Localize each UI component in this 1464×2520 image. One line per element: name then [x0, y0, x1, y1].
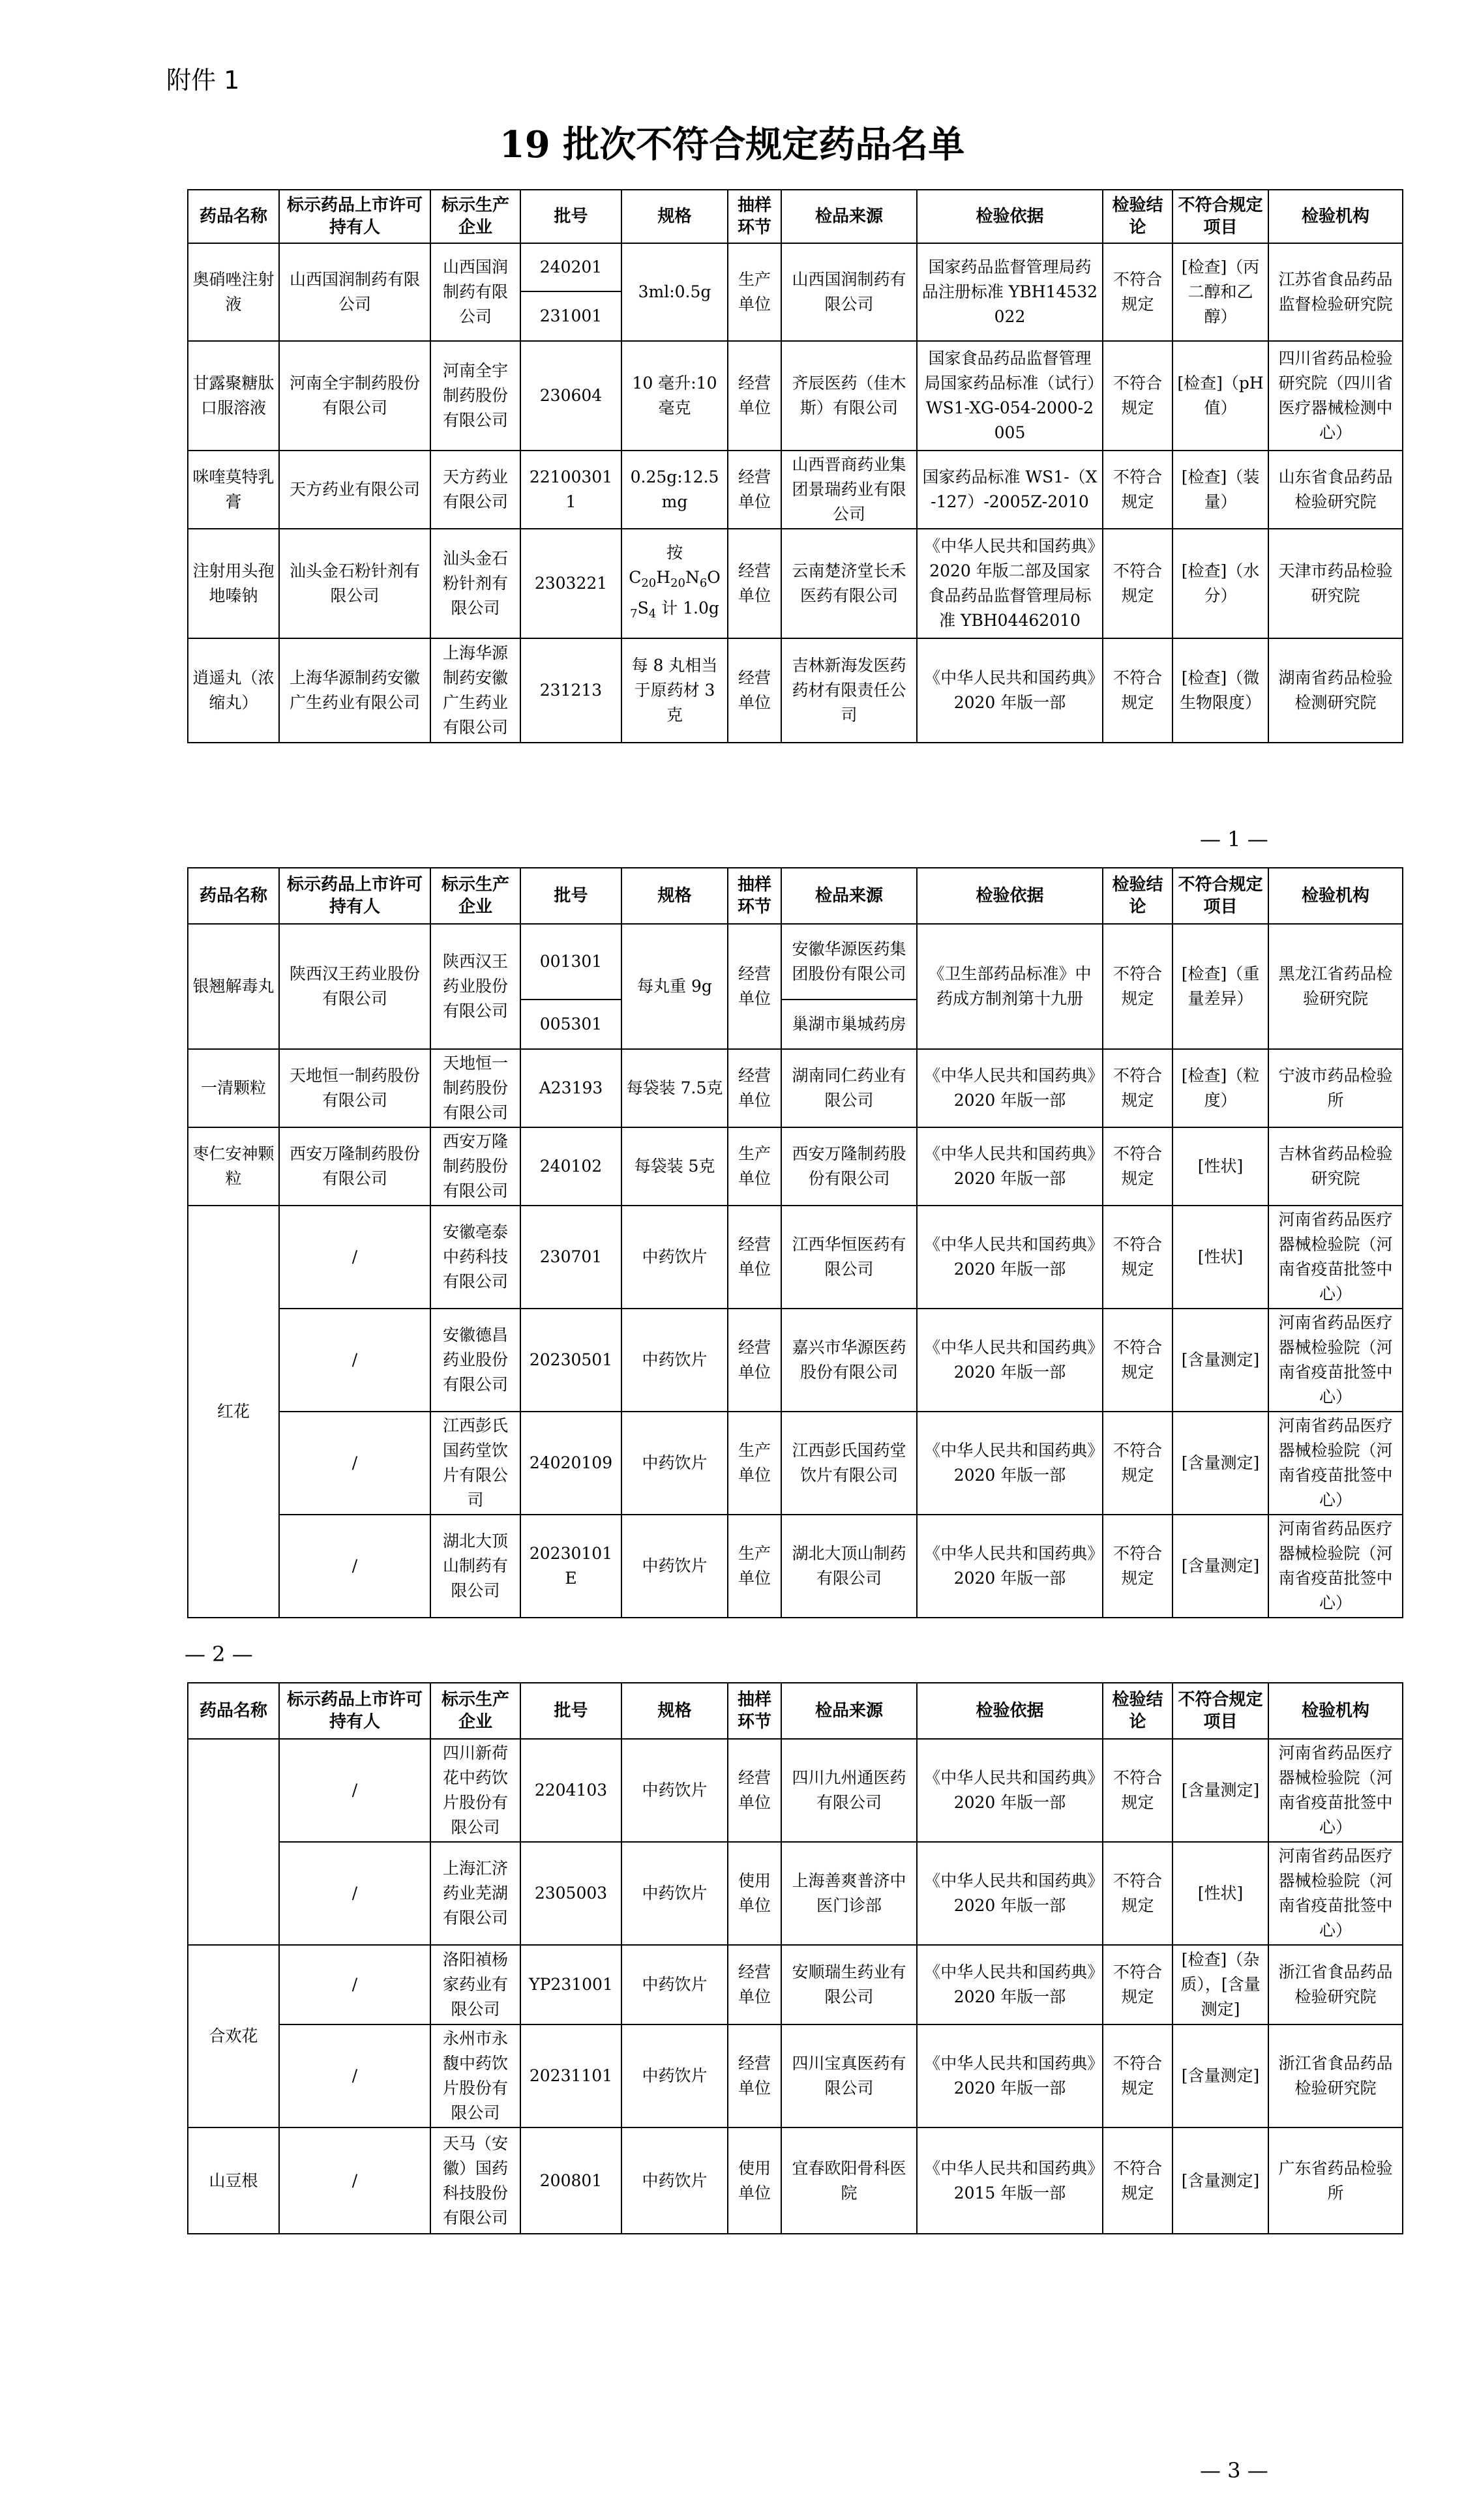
sampling-link: 使用单位: [728, 1842, 781, 1945]
batch: 230604: [520, 341, 621, 451]
maker: 西安万隆制药股份有限公司: [430, 1127, 520, 1206]
source: 湖北大顶山制药有限公司: [781, 1515, 917, 1618]
holder: 天地恒一制药股份有限公司: [279, 1049, 430, 1127]
spec: 10 毫升:10毫克: [621, 341, 728, 451]
attachment-label: 附件 1: [166, 66, 240, 95]
holder: /: [279, 1309, 430, 1412]
header-cell: 标示生产企业: [430, 190, 520, 243]
table-row: [188, 2127, 1403, 2234]
source: 山西国润制药有限公司: [781, 243, 917, 341]
chemical-formula: $C_{20}H_{20}N_6O_7S_4$: [629, 568, 721, 621]
failed-item: [性状]: [1173, 1206, 1268, 1309]
spec: 3ml:0.5g: [621, 243, 728, 341]
table-row: [188, 1515, 1403, 1618]
lab: 广东省药品检验所: [1268, 2127, 1403, 2234]
spec: 0.25g:12.5 mg: [621, 451, 728, 529]
table-header-row: [188, 1683, 1403, 1739]
spec: 中药饮片: [621, 1739, 728, 1842]
failed-item: [性状]: [1173, 1127, 1268, 1206]
failed-item: [含量测定]: [1173, 1515, 1268, 1618]
batch: 221003011: [520, 451, 621, 529]
drug-name: 逍遥丸（浓缩丸）: [188, 638, 279, 743]
lab: 江苏省食品药品监督检验研究院: [1268, 243, 1403, 341]
sampling-link: 经营单位: [728, 638, 781, 743]
drug-name: 奥硝唑注射液: [188, 243, 279, 341]
lab: 河南省药品医疗器械检验院（河南省疫苗批签中心）: [1268, 1309, 1403, 1412]
holder: /: [279, 1739, 430, 1842]
maker: 天方药业有限公司: [430, 451, 520, 529]
maker: 安徽德昌药业股份有限公司: [430, 1309, 520, 1412]
header-cell: 检验机构: [1268, 190, 1403, 243]
table-row: [188, 2024, 1403, 2127]
basis: 《中华人民共和国药典》2020 年版一部: [917, 1842, 1103, 1945]
spec: 每袋装 5克: [621, 1127, 728, 1206]
header-cell: 抽样环节: [728, 868, 781, 924]
conclusion: 不符合规定: [1103, 2024, 1173, 2127]
failed-item: [检查]（重量差异）: [1173, 924, 1268, 1049]
drug-name: 甘露聚糖肽口服溶液: [188, 341, 279, 451]
sampling-link: 经营单位: [728, 1945, 781, 2024]
basis: 国家药品标准 WS1-（X-127）-2005Z-2010: [917, 451, 1103, 529]
source: 齐辰医药（佳木斯）有限公司: [781, 341, 917, 451]
sampling-link: 经营单位: [728, 924, 781, 1049]
holder: 陕西汉王药业股份有限公司: [279, 924, 430, 1049]
sampling-link: 经营单位: [728, 1739, 781, 1842]
maker: 上海华源制药安徽广生药业有限公司: [430, 638, 520, 743]
conclusion: 不符合规定: [1103, 1842, 1173, 1945]
header-cell: 检品来源: [781, 1683, 917, 1739]
basis: 《卫生部药品标准》中药成方制剂第十九册: [917, 924, 1103, 1049]
conclusion: 不符合规定: [1103, 2127, 1173, 2234]
sampling-link: 经营单位: [728, 1309, 781, 1412]
lab: 浙江省食品药品检验研究院: [1268, 1945, 1403, 2024]
header-cell: 标示药品上市许可持有人: [279, 190, 430, 243]
lab: 河南省药品医疗器械检验院（河南省疫苗批签中心）: [1268, 1412, 1403, 1515]
drug-name: 银翘解毒丸: [188, 924, 279, 1049]
conclusion: 不符合规定: [1103, 1127, 1173, 1206]
conclusion: 不符合规定: [1103, 1739, 1173, 1842]
lab: 河南省药品医疗器械检验院（河南省疫苗批签中心）: [1268, 1515, 1403, 1618]
sampling-link: 经营单位: [728, 341, 781, 451]
drug-name: 一清颗粒: [188, 1049, 279, 1127]
drug-name: 合欢花: [188, 1945, 279, 2127]
header-cell: 药品名称: [188, 190, 279, 243]
table-row: [188, 529, 1403, 638]
basis: 国家药品监督管理局药品注册标准 YBH14532022: [917, 243, 1103, 341]
sampling-link: 生产单位: [728, 243, 781, 341]
maker: 山西国润制药有限公司: [430, 243, 520, 341]
drug-table-2: [187, 867, 1403, 1618]
header-cell: 检验结论: [1103, 868, 1173, 924]
holder: 西安万隆制药股份有限公司: [279, 1127, 430, 1206]
spec: 中药饮片: [621, 1309, 728, 1412]
failed-item: [含量测定]: [1173, 1739, 1268, 1842]
lab: 宁波市药品检验所: [1268, 1049, 1403, 1127]
page-number: — 1 —: [1200, 827, 1268, 852]
basis: 《中华人民共和国药典》2020 年版一部: [917, 1309, 1103, 1412]
batch: 230701: [520, 1206, 621, 1309]
failed-item: [检查]（pH值）: [1173, 341, 1268, 451]
conclusion: 不符合规定: [1103, 924, 1173, 1049]
table-row: [188, 1206, 1403, 1309]
maker: 陕西汉王药业股份有限公司: [430, 924, 520, 1049]
spec-prefix: 按: [666, 543, 683, 562]
header-cell: 检验机构: [1268, 1683, 1403, 1739]
drug-name: 注射用头孢地嗪钠: [188, 529, 279, 638]
maker: 湖北大顶山制药有限公司: [430, 1515, 520, 1618]
table-row: [188, 1842, 1403, 1945]
spec: 中药饮片: [621, 1842, 728, 1945]
table-row: [188, 451, 1403, 529]
header-cell: 检验依据: [917, 1683, 1103, 1739]
lab: 四川省药品检验研究院（四川省医疗器械检测中心）: [1268, 341, 1403, 451]
maker: 天马（安徽）国药科技股份有限公司: [430, 2127, 520, 2234]
header-cell: 规格: [621, 868, 728, 924]
drug-name-continued: [188, 1739, 279, 1945]
batch: 240102: [520, 1127, 621, 1206]
source: 吉林新海发医药药材有限责任公司: [781, 638, 917, 743]
header-cell: 抽样环节: [728, 190, 781, 243]
table-row: [188, 1412, 1403, 1515]
page-title: 19 批次不符合规定药品名单: [499, 123, 965, 166]
holder: /: [279, 1412, 430, 1515]
spec: 中药饮片: [621, 1412, 728, 1515]
header-cell: 药品名称: [188, 868, 279, 924]
source: 上海善爽普济中医门诊部: [781, 1842, 917, 1945]
drug-table-3: [187, 1682, 1403, 2234]
batch: 005301: [520, 1000, 621, 1049]
sampling-link: 经营单位: [728, 2024, 781, 2127]
conclusion: 不符合规定: [1103, 1309, 1173, 1412]
source: 宜春欧阳骨科医院: [781, 2127, 917, 2234]
basis: 《中华人民共和国药典》2020 年版一部: [917, 1206, 1103, 1309]
holder: /: [279, 1515, 430, 1618]
failed-item: [性状]: [1173, 1842, 1268, 1945]
lab: 河南省药品医疗器械检验院（河南省疫苗批签中心）: [1268, 1739, 1403, 1842]
drug-name: 山豆根: [188, 2127, 279, 2234]
source: 安顺瑞生药业有限公司: [781, 1945, 917, 2024]
table-row: [188, 1309, 1403, 1412]
conclusion: 不符合规定: [1103, 1206, 1173, 1309]
spec: 中药饮片: [621, 1945, 728, 2024]
lab: 河南省药品医疗器械检验院（河南省疫苗批签中心）: [1268, 1842, 1403, 1945]
source: 四川九州通医药有限公司: [781, 1739, 917, 1842]
header-cell: 规格: [621, 190, 728, 243]
table-row: [188, 1127, 1403, 1206]
source: 嘉兴市华源医药股份有限公司: [781, 1309, 917, 1412]
failed-item: [检查]（杂质），[含量测定]: [1173, 1945, 1268, 2024]
table-header-row: [188, 190, 1403, 243]
header-cell: 标示药品上市许可持有人: [279, 1683, 430, 1739]
table-row: [188, 924, 1403, 1000]
holder: 天方药业有限公司: [279, 451, 430, 529]
source: 巢湖市巢城药房: [781, 1000, 917, 1049]
failed-item: [含量测定]: [1173, 2127, 1268, 2234]
source: 山西晋商药业集团景瑞药业有限公司: [781, 451, 917, 529]
header-cell: 规格: [621, 1683, 728, 1739]
lab: 黑龙江省药品检验研究院: [1268, 924, 1403, 1049]
drug-name: 咪喹莫特乳膏: [188, 451, 279, 529]
basis: 《中华人民共和国药典》2020 年版一部: [917, 1412, 1103, 1515]
sampling-link: 经营单位: [728, 529, 781, 638]
basis: 国家食品药品监督管理局国家药品标准（试行）WS1-XG-054-2000-2005: [917, 341, 1103, 451]
failed-item: [检查]（粒度）: [1173, 1049, 1268, 1127]
table-row: [188, 243, 1403, 291]
conclusion: 不符合规定: [1103, 1945, 1173, 2024]
holder: /: [279, 1206, 430, 1309]
spec: 中药饮片: [621, 2127, 728, 2234]
maker: 江西彭氏国药堂饮片有限公司: [430, 1412, 520, 1515]
maker: 四川新荷花中药饮片股份有限公司: [430, 1739, 520, 1842]
conclusion: 不符合规定: [1103, 638, 1173, 743]
header-cell: 标示生产企业: [430, 1683, 520, 1739]
batch: 2303221: [520, 529, 621, 638]
conclusion: 不符合规定: [1103, 529, 1173, 638]
table-row: [188, 1049, 1403, 1127]
batch: A23193: [520, 1049, 621, 1127]
basis: 《中华人民共和国药典》2020 年版一部: [917, 638, 1103, 743]
sampling-link: 生产单位: [728, 1412, 781, 1515]
maker: 上海汇济药业芜湖有限公司: [430, 1842, 520, 1945]
batch: 231213: [520, 638, 621, 743]
maker: 安徽亳泰中药科技有限公司: [430, 1206, 520, 1309]
failed-item: [检查]（微生物限度）: [1173, 638, 1268, 743]
table-header-row: [188, 868, 1403, 924]
conclusion: 不符合规定: [1103, 451, 1173, 529]
batch: 001301: [520, 924, 621, 1000]
header-cell: 抽样环节: [728, 1683, 781, 1739]
holder: /: [279, 1842, 430, 1945]
holder: /: [279, 2024, 430, 2127]
maker: 洛阳禎杨家药业有限公司: [430, 1945, 520, 2024]
spec: 中药饮片: [621, 1515, 728, 1618]
source: 江西华恒医药有限公司: [781, 1206, 917, 1309]
header-cell: 不符合规定项目: [1173, 190, 1268, 243]
basis: 《中华人民共和国药典》2020 年版一部: [917, 2024, 1103, 2127]
spec: 每袋装 7.5克: [621, 1049, 728, 1127]
sampling-link: 经营单位: [728, 1206, 781, 1309]
lab: 天津市药品检验研究院: [1268, 529, 1403, 638]
header-cell: 批号: [520, 190, 621, 243]
spec: 每丸重 9g: [621, 924, 728, 1049]
basis: 《中华人民共和国药典》2020 年版一部: [917, 1515, 1103, 1618]
drug-name: 枣仁安神颗粒: [188, 1127, 279, 1206]
failed-item: [检查]（装量）: [1173, 451, 1268, 529]
header-cell: 检品来源: [781, 868, 917, 924]
basis: 《中华人民共和国药典》2020 年版一部: [917, 1739, 1103, 1842]
maker: 汕头金石粉针剂有限公司: [430, 529, 520, 638]
basis: 《中华人民共和国药典》2020 年版一部: [917, 1127, 1103, 1206]
batch: 2204103: [520, 1739, 621, 1842]
basis: 《中华人民共和国药典》2015 年版一部: [917, 2127, 1103, 2234]
header-cell: 检验依据: [917, 868, 1103, 924]
batch: 240201: [520, 243, 621, 291]
failed-item: [含量测定]: [1173, 1412, 1268, 1515]
batch: 24020109: [520, 1412, 621, 1515]
conclusion: 不符合规定: [1103, 1049, 1173, 1127]
header-cell: 检验结论: [1103, 190, 1173, 243]
header-cell: 标示生产企业: [430, 868, 520, 924]
table-row: [188, 1739, 1403, 1842]
maker: 河南全宇制药股份有限公司: [430, 341, 520, 451]
table-row: [188, 341, 1403, 451]
maker: 天地恒一制药股份有限公司: [430, 1049, 520, 1127]
holder: /: [279, 1945, 430, 2024]
holder: 河南全宇制药股份有限公司: [279, 341, 430, 451]
lab: 河南省药品医疗器械检验院（河南省疫苗批签中心）: [1268, 1206, 1403, 1309]
holder: 山西国润制药有限公司: [279, 243, 430, 341]
page-number: — 3 —: [1200, 2458, 1268, 2483]
spec-suffix: 计 1.0g: [661, 599, 719, 617]
spec: [621, 529, 728, 638]
sampling-link: 使用单位: [728, 2127, 781, 2234]
header-cell: 检验机构: [1268, 868, 1403, 924]
source: 四川宝真医药有限公司: [781, 2024, 917, 2127]
header-cell: 不符合规定项目: [1173, 868, 1268, 924]
page-number: — 2 —: [185, 1642, 253, 1667]
header-cell: 批号: [520, 868, 621, 924]
lab: 吉林省药品检验研究院: [1268, 1127, 1403, 1206]
header-cell: 不符合规定项目: [1173, 1683, 1268, 1739]
header-cell: 药品名称: [188, 1683, 279, 1739]
source: 湖南同仁药业有限公司: [781, 1049, 917, 1127]
conclusion: 不符合规定: [1103, 1515, 1173, 1618]
holder: 汕头金石粉针剂有限公司: [279, 529, 430, 638]
holder: 上海华源制药安徽广生药业有限公司: [279, 638, 430, 743]
batch: 20230101E: [520, 1515, 621, 1618]
table-row: [188, 638, 1403, 743]
basis: 《中华人民共和国药典》2020 年版一部: [917, 1945, 1103, 2024]
sampling-link: 经营单位: [728, 451, 781, 529]
drug-table-1: [187, 189, 1403, 743]
source: 西安万隆制药股份有限公司: [781, 1127, 917, 1206]
failed-item: [含量测定]: [1173, 2024, 1268, 2127]
source: 安徽华源医药集团股份有限公司: [781, 924, 917, 1000]
table-row: [188, 1945, 1403, 2024]
header-cell: 标示药品上市许可持有人: [279, 868, 430, 924]
batch: 20230501: [520, 1309, 621, 1412]
spec: 中药饮片: [621, 1206, 728, 1309]
conclusion: 不符合规定: [1103, 243, 1173, 341]
spec: 每 8 丸相当于原药材 3 克: [621, 638, 728, 743]
batch: 2305003: [520, 1842, 621, 1945]
batch: YP231001: [520, 1945, 621, 2024]
lab: 湖南省药品检验检测研究院: [1268, 638, 1403, 743]
basis: 《中华人民共和国药典》2020 年版二部及国家食品药品监督管理局标准 YBH04462010: [917, 529, 1103, 638]
header-cell: 检验结论: [1103, 1683, 1173, 1739]
batch: 20231101: [520, 2024, 621, 2127]
sampling-link: 经营单位: [728, 1049, 781, 1127]
batch: 231001: [520, 291, 621, 341]
lab: 浙江省食品药品检验研究院: [1268, 2024, 1403, 2127]
lab: 山东省食品药品检验研究院: [1268, 451, 1403, 529]
conclusion: 不符合规定: [1103, 341, 1173, 451]
source: 云南楚济堂长禾医药有限公司: [781, 529, 917, 638]
maker: 永州市永馥中药饮片股份有限公司: [430, 2024, 520, 2127]
failed-item: [含量测定]: [1173, 1309, 1268, 1412]
header-cell: 批号: [520, 1683, 621, 1739]
batch: 200801: [520, 2127, 621, 2234]
header-cell: 检品来源: [781, 190, 917, 243]
failed-item: [检查]（水分）: [1173, 529, 1268, 638]
spec: 中药饮片: [621, 2024, 728, 2127]
sampling-link: 生产单位: [728, 1515, 781, 1618]
holder: /: [279, 2127, 430, 2234]
sampling-link: 生产单位: [728, 1127, 781, 1206]
header-cell: 检验依据: [917, 190, 1103, 243]
source: 江西彭氏国药堂饮片有限公司: [781, 1412, 917, 1515]
drug-name: 红花: [188, 1206, 279, 1618]
basis: 《中华人民共和国药典》2020 年版一部: [917, 1049, 1103, 1127]
conclusion: 不符合规定: [1103, 1412, 1173, 1515]
failed-item: [检查]（丙二醇和乙醇）: [1173, 243, 1268, 341]
